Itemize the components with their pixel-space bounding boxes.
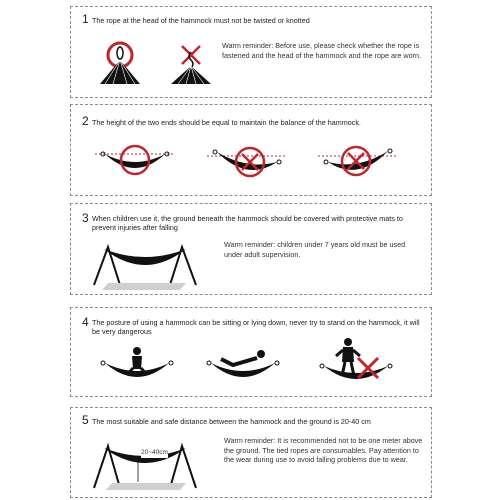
hammock-level-icon xyxy=(95,142,175,182)
hammock-stand-height-icon xyxy=(90,432,200,492)
section-number: 2 xyxy=(82,114,89,128)
person-sitting-hammock-icon xyxy=(97,343,177,388)
hammock-uneven-prohibited-icon xyxy=(207,142,287,182)
section-title: The most suitable and safe distance between the hammock and the ground is 20-40 cm xyxy=(92,417,371,426)
section-title: The rope at the head of the hammock must not be twisted or knotted xyxy=(92,16,310,25)
person-standing-hammock-prohibited-icon xyxy=(316,336,396,390)
section-title: The height of the two ends should be equal to maintain the balance of the hammock. xyxy=(92,118,361,127)
section-1-reminder: Warm reminder: Before use, please check whether the rope is fastened and the head of the hammock and the rope are worn. xyxy=(222,41,421,60)
section-title: When children use it, the ground beneath the hammock should be covered with protective mats to prevent injuries after falling xyxy=(92,214,403,232)
section-number: 3 xyxy=(82,211,89,225)
section-title: The posture of using a hammock can be sitting or lying down, never try to stand on the hammock, it will be very dangerous xyxy=(92,318,420,336)
correct-rope-head-icon xyxy=(95,38,145,88)
person-lying-hammock-icon xyxy=(203,343,283,388)
section-number: 5 xyxy=(82,413,89,427)
hammock-stand-mat-icon xyxy=(90,235,200,291)
dimension-label: 20~40cm xyxy=(141,449,168,456)
incorrect-twisted-rope-icon xyxy=(166,38,216,88)
section-number: 1 xyxy=(82,12,89,26)
section-5-reminder: Warm reminder: It is recommended not to be one meter above the ground. The tied ropes are consumables. Pay attention to the wear during use to avoid falling problems due to wear. xyxy=(224,436,423,464)
section-3-reminder: Warm reminder: children under 7 years old must be used under adult supervision. xyxy=(224,240,406,259)
hammock-uneven-prohibited-icon xyxy=(318,142,398,182)
section-number: 4 xyxy=(82,315,89,329)
